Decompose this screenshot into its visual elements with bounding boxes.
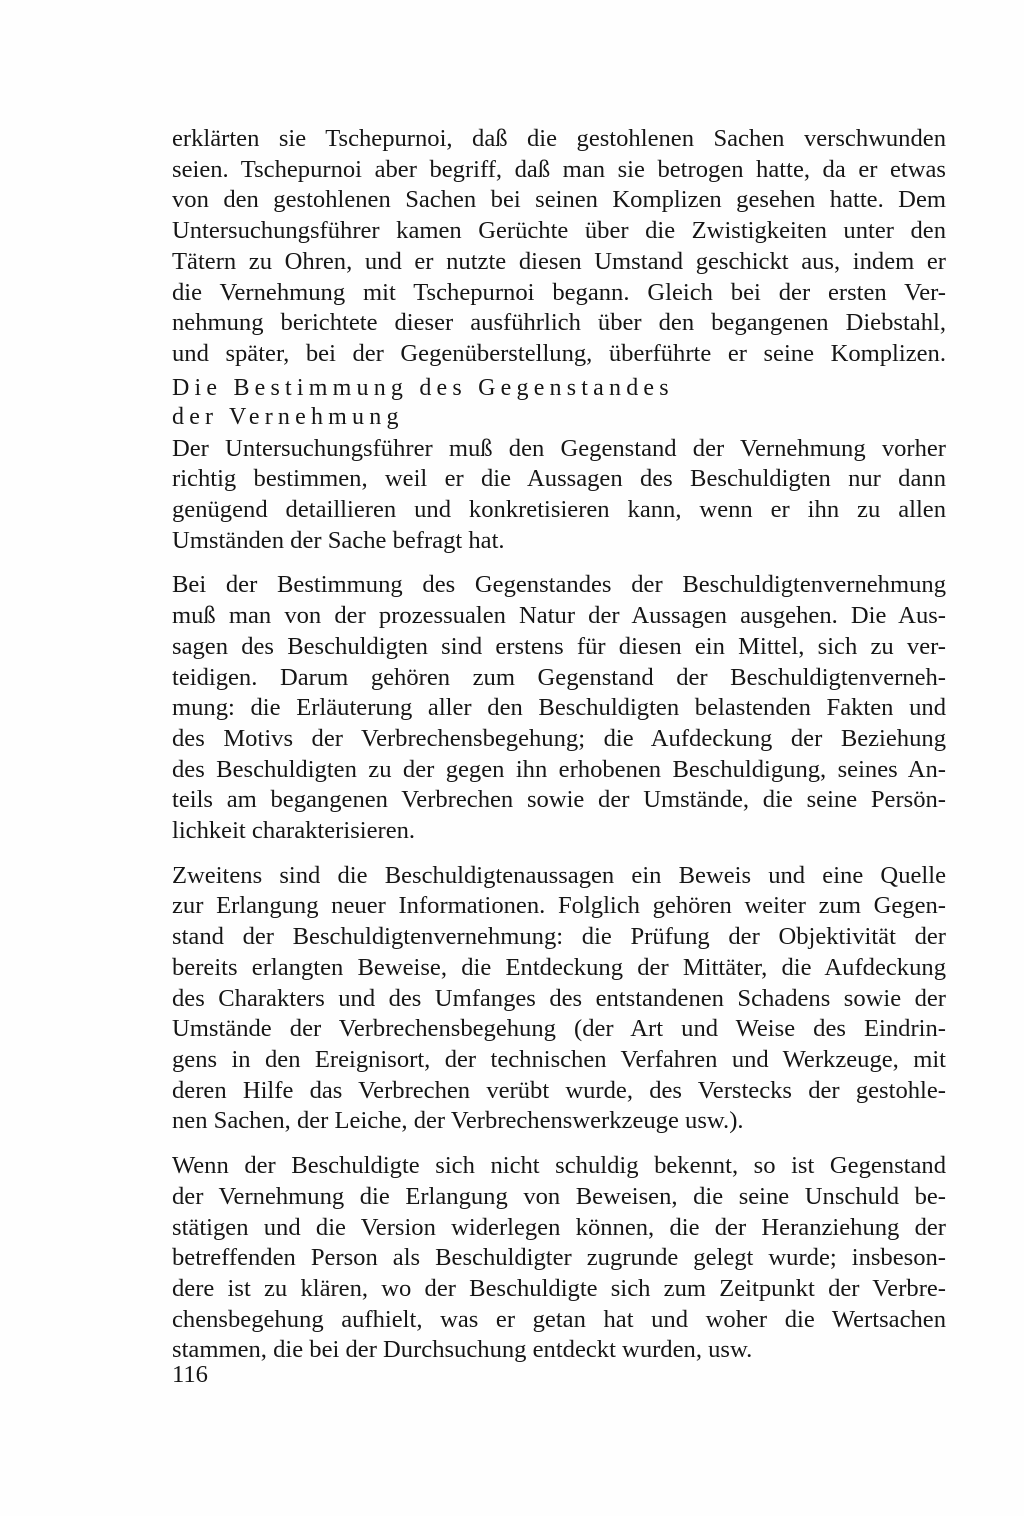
text-line: nen Sachen, der Leiche, der Verbrechenswerkzeuge usw.). [172, 1107, 744, 1135]
text-line: des Motivs der Verbrechensbegehung; die Aufdeckung der Beziehung [172, 724, 946, 752]
text-line: erklärten sie Tschepurnoi, daß die gestohlenen Sachen verschwunden [172, 125, 946, 152]
text-line: gens in den Ereignisort, der technischen Verfahren und Werkzeuge, mit [172, 1045, 946, 1073]
text-line: des Beschuldigten zu der gegen ihn erhobenen Beschuldigung, seines An- [172, 755, 946, 783]
text-line: sagen des Beschuldigten sind erstens für diesen ein Mittel, sich zu ver- [172, 632, 946, 660]
section-heading [172, 374, 946, 432]
text-line: muß man von der prozessualen Natur der Aussagen ausgehen. Die Aus- [172, 602, 946, 630]
text-line: von den gestohlenen Sachen bei seinen Komplizen gesehen hatte. Dem [172, 186, 946, 214]
text-line: genügend detaillieren und konkretisieren kann, wenn er ihn zu allen [172, 496, 946, 524]
text-line: lichkeit charakterisieren. [172, 817, 416, 845]
text-line: zur Erlangung neuer Informationen. Folglich gehören weiter zum Gegen- [172, 892, 946, 920]
text-line: Der Untersuchungsführer muß den Gegenstand der Vernehmung vorher [172, 434, 946, 462]
text-line: bereits erlangten Beweise, die Entdeckung der Mittäter, die Aufdeckung [172, 953, 946, 981]
text-line: nehmung berichtete dieser ausführlich über den begangenen Diebstahl, [172, 309, 946, 337]
text-line: Bei der Bestimmung des Gegenstandes der Beschuldigtenvernehmung [172, 571, 946, 599]
text-line: Zweitens sind die Beschuldigtenaussagen ein Beweis und eine Quelle [172, 861, 946, 889]
text-line: teidigen. Darum gehören zum Gegenstand der Beschuldigtenverneh- [172, 663, 946, 691]
text-line: stammen, die bei der Durchsuchung entdeckt wurden, usw. [172, 1336, 753, 1364]
text-line: Umstände der Verbrechensbegehung (der Art und Weise des Eindrin- [172, 1015, 946, 1043]
text-line: seien. Tschepurnoi aber begriff, daß man sie betrogen hatte, da er etwas [172, 155, 946, 183]
text-line: dere ist zu klären, wo der Beschuldigte sich zum Zeitpunkt der Verbre- [172, 1274, 946, 1302]
heading-line: Die Bestimmung des Gegenstandes [172, 374, 674, 401]
text-line: der Vernehmung die Erlangung von Beweisen, die seine Unschuld be- [172, 1182, 946, 1210]
text-line: und später, bei der Gegenüberstellung, überführte er seine Komplizen. [172, 339, 946, 367]
paragraph [172, 570, 946, 846]
paragraph [172, 124, 946, 370]
text-line: stand der Beschuldigtenvernehmung: die Prüfung der Objektivität der [172, 923, 946, 951]
text-line: deren Hilfe das Verbrechen verübt wurde, des Verstecks der gestohle- [172, 1076, 946, 1104]
text-line: des Charakters und des Umfanges des entstandenen Schadens sowie der [172, 984, 946, 1012]
paragraph [172, 434, 946, 557]
heading-line: der Vernehmung [172, 403, 404, 430]
text-line: richtig bestimmen, weil er die Aussagen des Beschuldigten nur dann [172, 465, 946, 493]
text-line: stätigen und die Version widerlegen können, die der Heranziehung der [172, 1213, 946, 1241]
page-number: 116 [172, 1361, 208, 1388]
text-line: die Vernehmung mit Tschepurnoi begann. Gleich bei der ersten Ver- [172, 278, 946, 306]
text-line: teils am begangenen Verbrechen sowie der Umstände, die seine Persön- [172, 786, 946, 814]
paragraph [172, 1151, 946, 1366]
paragraph [172, 861, 946, 1137]
text-line: Wenn der Beschuldigte sich nicht schuldig bekennt, so ist Gegenstand [172, 1152, 946, 1180]
text-line: Untersuchungsführer kamen Gerüchte über die Zwistigkeiten unter den [172, 217, 946, 245]
text-line: Tätern zu Ohren, und er nutzte diesen Umstand geschickt aus, indem er [172, 247, 946, 275]
text-line: Umständen der Sache befragt hat. [172, 526, 505, 554]
page-text [172, 124, 946, 1366]
text-line: chensbegehung aufhielt, was er getan hat und woher die Wertsachen [172, 1305, 946, 1333]
text-line: betreffenden Person als Beschuldigter zugrunde gelegt wurde; insbeson- [172, 1244, 946, 1272]
text-line: mung: die Erläuterung aller den Beschuldigten belastenden Fakten und [172, 694, 946, 722]
